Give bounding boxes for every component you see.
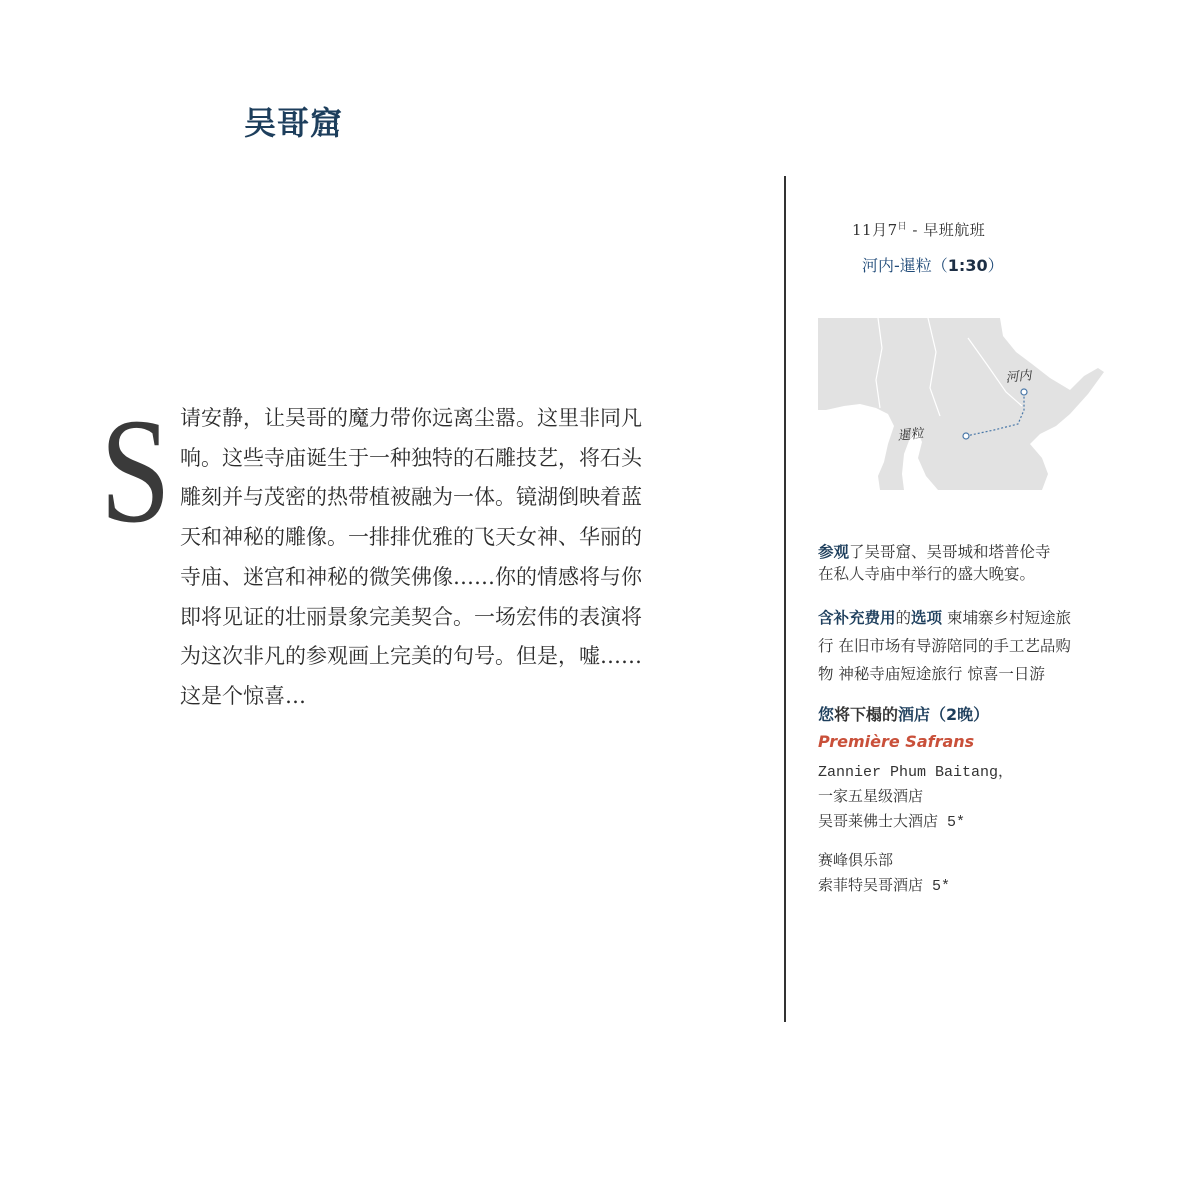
options-line: 行 在旧市场有导游陪同的手工艺品购 xyxy=(818,637,1071,655)
siem-reap-marker xyxy=(963,433,969,439)
hotels-heading xyxy=(818,704,1138,726)
hanoi-marker xyxy=(1021,389,1027,395)
column-divider xyxy=(784,176,786,1022)
visit-section xyxy=(818,541,1138,585)
hotels-heading-part: 酒店（2晚） xyxy=(898,705,990,724)
visit-line: 在私人寺庙中举行的盛大晚宴。 xyxy=(818,565,1036,583)
visit-keyword: 参观 xyxy=(818,543,850,561)
hotel-item: 吴哥莱佛士大酒店 5* xyxy=(818,814,966,831)
flight-duration: 1:30 xyxy=(947,256,988,275)
siem-reap-label: 暹粒 xyxy=(896,426,925,444)
hanoi-label: 河内 xyxy=(1004,368,1033,386)
options-text: 柬埔寨乡村短途旅 xyxy=(942,609,1071,627)
hotel-list xyxy=(818,760,1138,899)
article-body xyxy=(180,399,720,717)
flight-date-suffix: 日 xyxy=(897,222,908,232)
hotel-item: Zannier Phum Baitang， xyxy=(818,764,1014,781)
route-map xyxy=(818,318,1104,490)
visit-text: 了吴哥窟、吴哥城和塔普伦寺 xyxy=(849,543,1051,561)
flight-route-cities: 河内-暹粒（ xyxy=(862,256,948,275)
page-title: 吴哥窟 xyxy=(244,104,344,142)
hotels-heading-part: 将下榻的 xyxy=(834,705,899,724)
featured-hotel: Première Safrans xyxy=(818,732,975,751)
hotels-heading-part: 您 xyxy=(818,705,835,724)
article-line: 寺庙、迷宫和神秘的微笑佛像……你的情感将与你 xyxy=(180,564,642,589)
visit-line xyxy=(818,541,1138,563)
options-section xyxy=(818,604,1138,688)
map-land xyxy=(818,318,1104,490)
article-line: 即将见证的壮丽景象完美契合。一场宏伟的表演将 xyxy=(180,604,642,629)
options-keyword: 选项 xyxy=(911,609,943,627)
flight-date-day: 11月7 xyxy=(852,221,898,239)
flight-route-end: ） xyxy=(987,256,1004,275)
article-line: 请安静，让吴哥的魔力带你远离尘嚣。这里非同凡 xyxy=(180,406,642,430)
options-line: 物 神秘寺庙短途旅行 惊喜一日游 xyxy=(818,665,1045,683)
flight-route xyxy=(862,253,1004,276)
article-line: 天和神秘的雕像。一排排优雅的飞天女神、华丽的 xyxy=(180,525,642,550)
article-line: 雕刻并与茂密的热带植被融为一体。镜湖倒映着蓝 xyxy=(180,485,642,510)
options-line xyxy=(818,604,1138,632)
flight-date xyxy=(852,219,985,240)
article-line: 响。这些寺庙诞生于一种独特的石雕技艺，将石头 xyxy=(180,445,642,470)
article-line: 为这次非凡的参观画上完美的句号。但是，嘘…… xyxy=(180,644,642,669)
hotel-item: 赛峰俱乐部 xyxy=(818,853,894,870)
hotel-item: 一家五星级酒店 xyxy=(818,789,924,806)
drop-cap: S xyxy=(100,388,171,554)
hotel-item: 索菲特吴哥酒店 5* xyxy=(818,878,951,895)
flight-date-label: - 早班航班 xyxy=(907,221,986,239)
options-keyword: 含补充费用 xyxy=(818,609,896,627)
options-joiner: 的 xyxy=(895,609,912,627)
article-line: 这是个惊喜… xyxy=(180,683,306,708)
